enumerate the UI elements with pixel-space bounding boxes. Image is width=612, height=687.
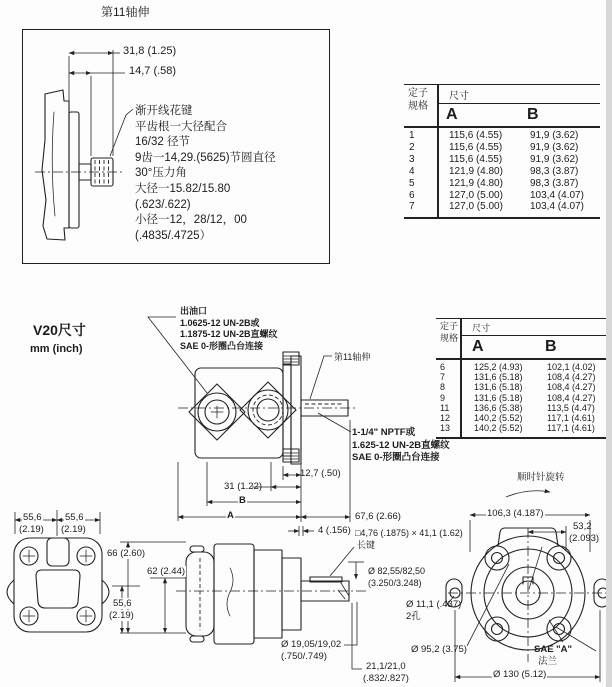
table-cell: 115,6 (4.55) <box>449 141 503 153</box>
table-cell: 131,6 (5.18) <box>474 382 523 393</box>
table-body <box>404 128 600 217</box>
table-cell: 8 <box>440 382 446 393</box>
dim-55-6-height: 55,6 <box>113 598 132 609</box>
table-divider <box>437 85 439 217</box>
table-cell: 117,1 (4.61) <box>547 423 595 434</box>
table-cell: 7 <box>409 201 415 213</box>
dim-130: Ø 130 (5.12) <box>493 669 547 680</box>
note-line: 1.1875-12 UN-2B直螺纹 <box>180 329 278 339</box>
rotation-label: 顺时针旋转 <box>517 472 565 483</box>
size-header: 尺寸 <box>462 319 610 336</box>
bolt-holes <box>20 547 95 625</box>
dim-11-1: Ø 11,1 (.437) <box>406 599 462 610</box>
col-b-header: B <box>545 338 557 355</box>
spline-shaft <box>35 158 125 186</box>
top-notch <box>47 538 69 566</box>
table-cell: 113,5 (4.47) <box>547 402 595 413</box>
table-cell: 117,1 (4.61) <box>547 413 595 424</box>
table-cell: 91,9 (3.62) <box>530 153 579 165</box>
table-cell: 103,4 (4.07) <box>530 201 584 213</box>
dim-55-6-left: 55,6 <box>23 512 42 523</box>
table-cell: 102,1 (4.02) <box>547 362 596 372</box>
dim-12-7: 12,7 (.50) <box>300 468 341 479</box>
key-leader <box>330 547 354 576</box>
pump-top-view <box>148 317 356 464</box>
dim-55-6-height-in: (2.19) <box>109 610 134 621</box>
dim-spline-length: 14,7 (.58) <box>129 65 177 77</box>
dim-31: 31 (1.22) <box>224 481 263 492</box>
dim-B: B <box>239 495 246 506</box>
table-row <box>404 130 600 142</box>
note-line: 出油口 <box>180 306 208 316</box>
note-line: 9齿一14,29.(5625)节圆直径 <box>135 151 276 164</box>
table-cell: 6 <box>440 362 446 372</box>
table-cell: 103,4 (4.07) <box>530 189 584 201</box>
table-cell: 9 <box>440 392 446 403</box>
table-row <box>404 142 600 154</box>
table-row <box>404 201 600 213</box>
table-cell: 121,9 (4.80) <box>449 165 503 177</box>
dim-62: 62 (2.44) <box>147 566 186 577</box>
table-cell: 108,4 (4.27) <box>547 382 596 393</box>
dim-55-6-right-in: (2.19) <box>61 524 86 535</box>
flange-label-cn: 法兰 <box>538 656 558 667</box>
table-cell: 140,2 (5.52) <box>474 413 523 424</box>
table-cell: 6 <box>409 189 415 201</box>
scan-edge <box>606 0 612 687</box>
table-cell: 2 <box>409 141 415 153</box>
pump-body-edge <box>42 90 79 240</box>
table-row <box>404 166 600 178</box>
spline-notes <box>135 104 276 244</box>
col-a-header: A <box>472 338 484 355</box>
dim-key-len: 21,1/21,0 <box>366 661 406 672</box>
key-size-note: □4,76 (.1875) × 41,1 (1.62) <box>355 528 463 538</box>
stator-table-upper <box>404 84 600 219</box>
pump-side-view <box>176 544 368 669</box>
table-cell: 12 <box>440 413 451 424</box>
col-a-header: A <box>446 106 458 123</box>
table-row <box>404 154 600 166</box>
center-port <box>36 570 80 608</box>
note-line: (.4835/.4725） <box>135 229 212 242</box>
spec-col-header: 定子 规格 <box>440 321 459 343</box>
pump-rear-view <box>446 491 610 682</box>
shaft-dia-leader <box>344 602 357 645</box>
dim-shaft-dia: Ø 19,05/19,02 <box>281 639 342 650</box>
dim-11-1-holes: 2孔 <box>406 611 421 622</box>
table-header <box>404 85 600 128</box>
dim-spigot: Ø 82,55/82,50 <box>368 566 426 576</box>
dim-95-2: Ø 95,2 (3.75) <box>411 644 467 655</box>
dim-55-6-right: 55,6 <box>65 512 84 523</box>
note-line: 16/32 径节 <box>135 136 190 149</box>
dim-106-3: 106,3 (4.187) <box>487 508 544 519</box>
shaft-callout-leader <box>310 356 332 399</box>
dim-53-2-in: (2.093) <box>569 533 600 544</box>
table-cell: 125,2 (4.93) <box>474 362 523 372</box>
table-cell: 131,6 (5.18) <box>474 372 523 383</box>
units-label: mm (inch) <box>30 343 83 355</box>
table-cell: 121,9 (4.80) <box>449 177 503 189</box>
table-cell: 1 <box>409 130 415 141</box>
dim-4: 4 (.156) <box>318 525 351 536</box>
table-cell: 98,3 (3.87) <box>530 177 579 189</box>
table-cell: 131,6 (5.18) <box>474 392 523 403</box>
note-line: 大径一15.82/15.80 <box>135 182 231 195</box>
dim-67-6: 67,6 (2.66) <box>355 511 401 522</box>
table-cell: 4 <box>409 165 415 177</box>
table-cell: 140,2 (5.52) <box>474 423 523 434</box>
table-cell: 108,4 (4.27) <box>547 392 596 403</box>
dim-shaft-length: 31,8 (1.25) <box>123 45 177 57</box>
dim-spigot-in: (3.250/3.248) <box>368 578 422 588</box>
table-row <box>404 190 600 202</box>
spec-col-header: 定子 规格 <box>408 88 428 112</box>
table-cell: 108,4 (4.27) <box>547 372 596 383</box>
dim-55-6-left-in: (2.19) <box>19 524 44 535</box>
table-cell: 127,0 (5.00) <box>449 189 503 201</box>
table-cell: 136,6 (5.38) <box>474 402 523 413</box>
table-cell: 11 <box>440 402 450 413</box>
note-line: 1.625-12 UN-2B直螺纹 <box>352 439 450 451</box>
table-cell: 3 <box>409 153 415 165</box>
dim-53-2: 53,2 <box>573 521 592 532</box>
table-cell: 115,6 (4.55) <box>449 130 503 141</box>
table-cell: 7 <box>440 372 446 383</box>
assembly-drawing <box>0 300 612 687</box>
dim-key-len-in: (.832/.827) <box>363 673 409 684</box>
shaft-extension-title: 第11轴伸 <box>101 5 150 19</box>
size-header: 尺寸 <box>439 85 600 104</box>
key-size-note2: 长键 <box>357 540 376 550</box>
v20-title: V20尺寸 <box>33 322 86 338</box>
note-line: SAE 0-形圈凸台连接 <box>352 452 440 463</box>
note-line: 1-1/4" NPTF或 <box>352 427 416 438</box>
outlet-leader <box>148 317 207 393</box>
table-cell: 115,6 (4.55) <box>449 153 503 165</box>
side-ears <box>7 580 109 604</box>
col-b-header: B <box>527 106 539 123</box>
dim-66: 66 (2.60) <box>107 548 146 559</box>
shaft-extension-box <box>22 29 330 264</box>
dim-A: A <box>227 510 234 521</box>
table-row <box>404 178 600 190</box>
note-line: 渐开线花键 <box>135 105 193 117</box>
table-cell: 98,3 (3.87) <box>530 165 579 177</box>
note-line: 小径一12，28/12，00 <box>135 214 247 227</box>
note-line: (.623/.622) <box>135 198 191 211</box>
shaft-callout: 第11轴伸 <box>334 352 371 362</box>
dim-shaft-dia-in: (.750/.749) <box>281 651 327 662</box>
table-cell: 91,9 (3.62) <box>530 141 579 153</box>
note-line: 1.0625-12 UN-2B或 <box>180 317 260 328</box>
flange-label: SAE "A" <box>534 644 573 655</box>
table-cell: 91,9 (3.62) <box>530 130 579 141</box>
table-cell: 5 <box>409 177 415 189</box>
note-line: 30°压力角 <box>135 167 187 180</box>
table-cell: 13 <box>440 423 451 434</box>
note-line: 平齿根一大径配合 <box>135 120 227 133</box>
table-cell: 127,0 (5.00) <box>449 201 503 213</box>
note-line: SAE 0-形圈凸台连接 <box>180 340 264 351</box>
rotation-arrow <box>506 491 550 497</box>
